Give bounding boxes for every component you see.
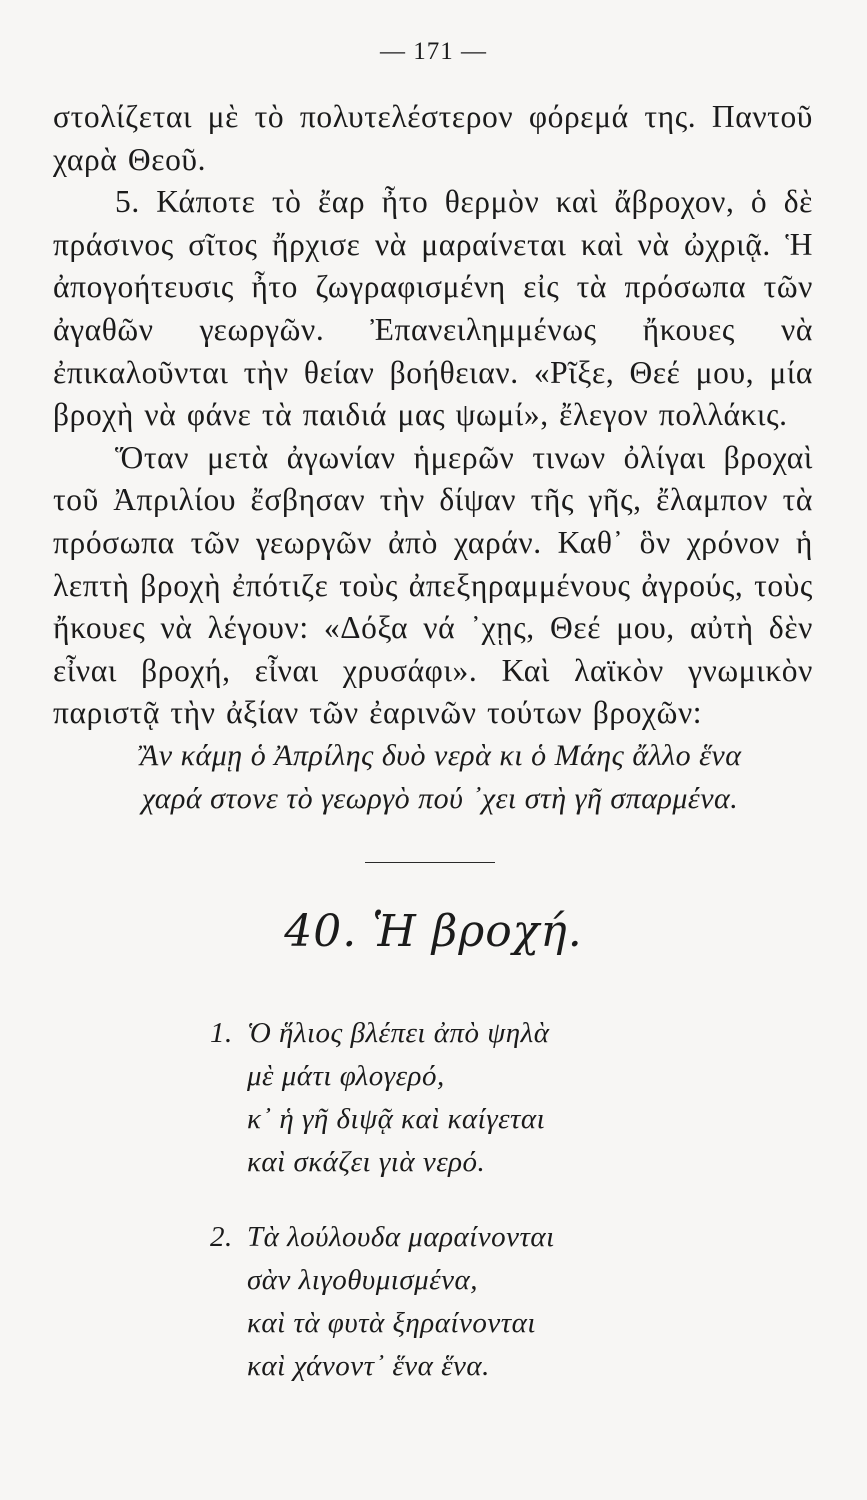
page-number: — 171 —	[380, 38, 487, 65]
stanza-2	[210, 1216, 555, 1388]
verse-line: καὶ σκάζει γιὰ νερό.	[247, 1146, 486, 1178]
paragraph: στολίζεται μὲ τὸ πολυτελέστερον φόρεμά της. Παντοῦ χαρὰ Θεοῦ.	[53, 99, 813, 177]
verse-line: Ὁ ἥλιος βλέπει ἀπὸ ψηλὰ	[247, 1017, 550, 1049]
paragraph: 5. Κάποτε τὸ ἔαρ ἦτο θερμὸν καὶ ἄβροχον, ὁ δὲ πράσινος σῖτος ἤρχισε νὰ μαραίνεται καὶ νὰ ὠχριᾷ. Ἡ ἀπογοήτευσις ἦτο ζωγραφισμένη εἰς τὰ πρόσωπα τῶν ἀγαθῶν γεωργῶν. Ἐπανειλημμένως ἤκουες νὰ ἐπικαλοῦνται τὴν θείαν βοήθειαν. «Ρῖξε, Θεέ μου, μία βροχὴ νὰ φάνε τὰ παιδιά μας ψωμί», ἔλεγον πολλάκις.	[53, 184, 813, 433]
proverb-quote	[60, 734, 820, 820]
prose-body	[53, 96, 813, 735]
verse-line: Τὰ λούλουδα μαραίνονται	[247, 1221, 555, 1253]
verse-line: καὶ τὰ φυτὰ ξηραίνονται	[247, 1307, 536, 1339]
poem-title: 40. Ἡ βροχή.	[284, 906, 583, 957]
stanza-number: 2.	[210, 1221, 233, 1253]
proverb-line: χαρά στονε τὸ γεωργὸ πού ᾽χει στὴ γῆ σπαρμένα.	[141, 782, 739, 815]
verse-line: καὶ χάνοντ᾽ ἕνα ἕνα.	[247, 1350, 490, 1382]
proverb-line: Ἂν κάμῃ ὁ Ἀπρίλης δυὸ νερὰ κι ὁ Μάης ἄλλο ἕνα	[138, 739, 742, 772]
paragraph: Ὅταν μετὰ ἀγωνίαν ἡμερῶν τινων ὀλίγαι βροχαὶ τοῦ Ἀπριλίου ἔσβησαν τὴν δίψαν τῆς γῆς, ἔλαμπον τὰ πρόσωπα τῶν γεωργῶν ἀπὸ χαράν. Καθ᾽ ὃν χρόνον ἡ λεπτὴ βροχὴ ἐπότιζε τοὺς ἀπεξηραμμένους ἀγρούς, τοὺς ἤκουες νὰ λέγουν: «Δόξα νά ᾽χῃς, Θεέ μου, αὐτὴ δὲν εἶναι βροχή, εἶναι χρυσάφι». Καὶ λαϊκὸν γνωμικὸν παριστᾷ τὴν ἀξίαν τῶν ἐαρινῶν τούτων βροχῶν:	[53, 439, 813, 731]
stanza-1	[210, 1012, 549, 1184]
verse-line: σὰν λιγοθυμισμένα,	[247, 1264, 478, 1296]
verse-line: μὲ μάτι φλογερό,	[247, 1060, 445, 1092]
section-divider	[365, 862, 495, 863]
verse-line: κ᾽ ἡ γῆ διψᾷ καὶ καίγεται	[247, 1103, 546, 1135]
stanza-number: 1.	[210, 1017, 233, 1049]
